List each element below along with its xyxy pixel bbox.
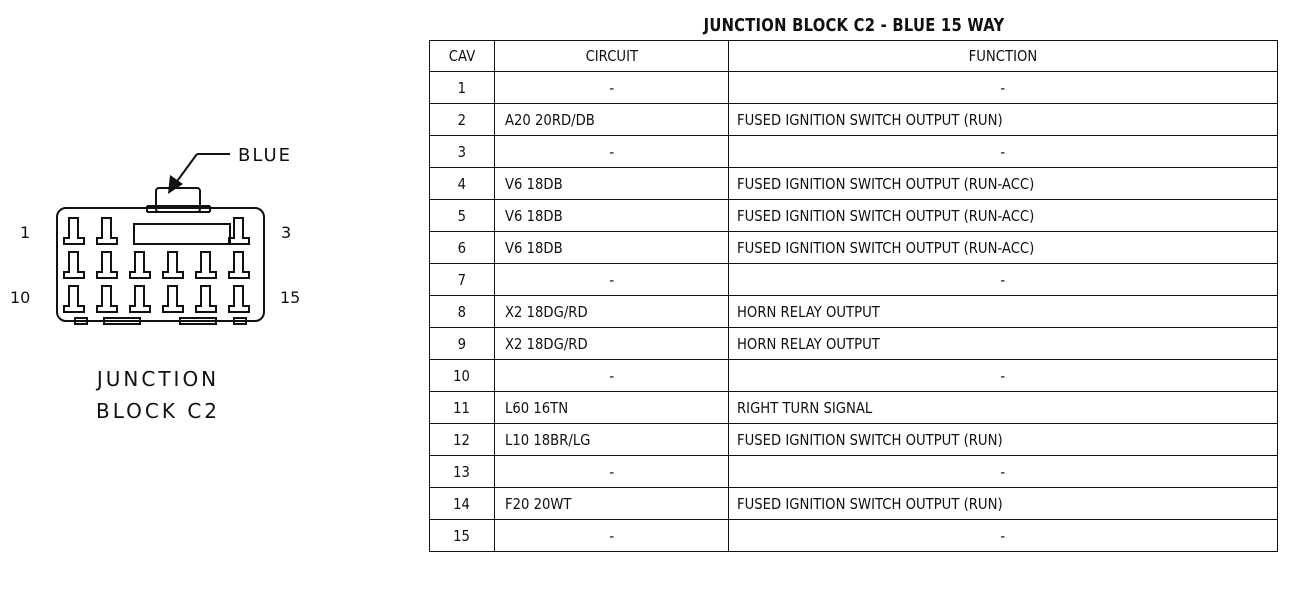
function-cell: - [729,456,1278,488]
terminal-cavity [64,252,84,278]
cav-cell: 7 [430,264,495,296]
table-row [430,328,1278,360]
circuit-cell: V6 18DB [495,200,729,232]
cav-cell: 14 [430,488,495,520]
function-cell: FUSED IGNITION SWITCH OUTPUT (RUN-ACC) [729,200,1278,232]
circuit-cell: X2 18DG/RD [495,328,729,360]
circuit-cell: - [495,456,729,488]
header-circuit: CIRCUIT [495,41,729,72]
table-row [430,104,1278,136]
table-row [430,264,1278,296]
color-label: BLUE [238,145,293,166]
function-cell: FUSED IGNITION SWITCH OUTPUT (RUN-ACC) [729,168,1278,200]
cav-cell: 1 [430,72,495,104]
function-cell: HORN RELAY OUTPUT [729,328,1278,360]
connector-diagram [0,0,330,470]
cav-cell: 6 [430,232,495,264]
table-header-row [430,41,1278,72]
function-cell: - [729,136,1278,168]
function-cell: - [729,360,1278,392]
terminal-cavity [229,218,249,244]
cav-cell: 3 [430,136,495,168]
circuit-cell: - [495,520,729,552]
caption-line-1: JUNCTION [96,367,220,391]
circuit-cell: L60 16TN [495,392,729,424]
table-row [430,200,1278,232]
cav-cell: 9 [430,328,495,360]
function-cell: RIGHT TURN SIGNAL [729,392,1278,424]
circuit-cell: - [495,72,729,104]
pin-label-3: 3 [281,223,292,242]
function-cell: FUSED IGNITION SWITCH OUTPUT (RUN) [729,488,1278,520]
circuit-cell: - [495,360,729,392]
terminal-cavity [163,286,183,312]
cav-cell: 8 [430,296,495,328]
circuit-cell: L10 18BR/LG [495,424,729,456]
cav-cell: 2 [430,104,495,136]
cav-cell: 15 [430,520,495,552]
function-cell: - [729,264,1278,296]
table-row [430,296,1278,328]
terminal-cavity [229,286,249,312]
table-row [430,136,1278,168]
header-cav: CAV [430,41,495,72]
terminal-cavity [130,252,150,278]
terminal-cavity [64,286,84,312]
cav-cell: 12 [430,424,495,456]
table-title: JUNCTION BLOCK C2 - BLUE 15 WAY [703,15,1005,36]
terminal-cavity [97,252,117,278]
table-row [430,520,1278,552]
table-row [430,424,1278,456]
circuit-cell: X2 18DG/RD [495,296,729,328]
function-cell: - [729,520,1278,552]
table-row [430,456,1278,488]
circuit-cell: - [495,136,729,168]
circuit-cell: - [495,264,729,296]
circuit-cell: V6 18DB [495,232,729,264]
terminal-cavity [97,286,117,312]
cav-cell: 5 [430,200,495,232]
cav-cell: 10 [430,360,495,392]
circuit-cell: V6 18DB [495,168,729,200]
function-cell: HORN RELAY OUTPUT [729,296,1278,328]
circuit-cell: F20 20WT [495,488,729,520]
terminal-cavity [196,286,216,312]
pinout-table [429,40,1278,552]
pin-label-15: 15 [280,288,301,307]
function-cell: FUSED IGNITION SWITCH OUTPUT (RUN) [729,424,1278,456]
table-row [430,168,1278,200]
terminal-cavity [229,252,249,278]
caption-line-2: BLOCK C2 [95,399,221,423]
table-row [430,72,1278,104]
terminal-cavity [64,218,84,244]
function-cell: FUSED IGNITION SWITCH OUTPUT (RUN) [729,104,1278,136]
pin-label-1: 1 [20,223,31,242]
key-slot [134,224,230,244]
terminal-grid [64,218,249,312]
circuit-cell: A20 20RD/DB [495,104,729,136]
terminal-cavity [196,252,216,278]
table-row [430,488,1278,520]
table-row [430,360,1278,392]
cav-cell: 11 [430,392,495,424]
cav-cell: 13 [430,456,495,488]
cav-cell: 4 [430,168,495,200]
terminal-cavity [130,286,150,312]
terminal-cavity [97,218,117,244]
header-function: FUNCTION [729,41,1278,72]
pin-label-10: 10 [10,288,31,307]
terminal-cavity [163,252,183,278]
table-row [430,232,1278,264]
table-row [430,392,1278,424]
function-cell: FUSED IGNITION SWITCH OUTPUT (RUN-ACC) [729,232,1278,264]
function-cell: - [729,72,1278,104]
